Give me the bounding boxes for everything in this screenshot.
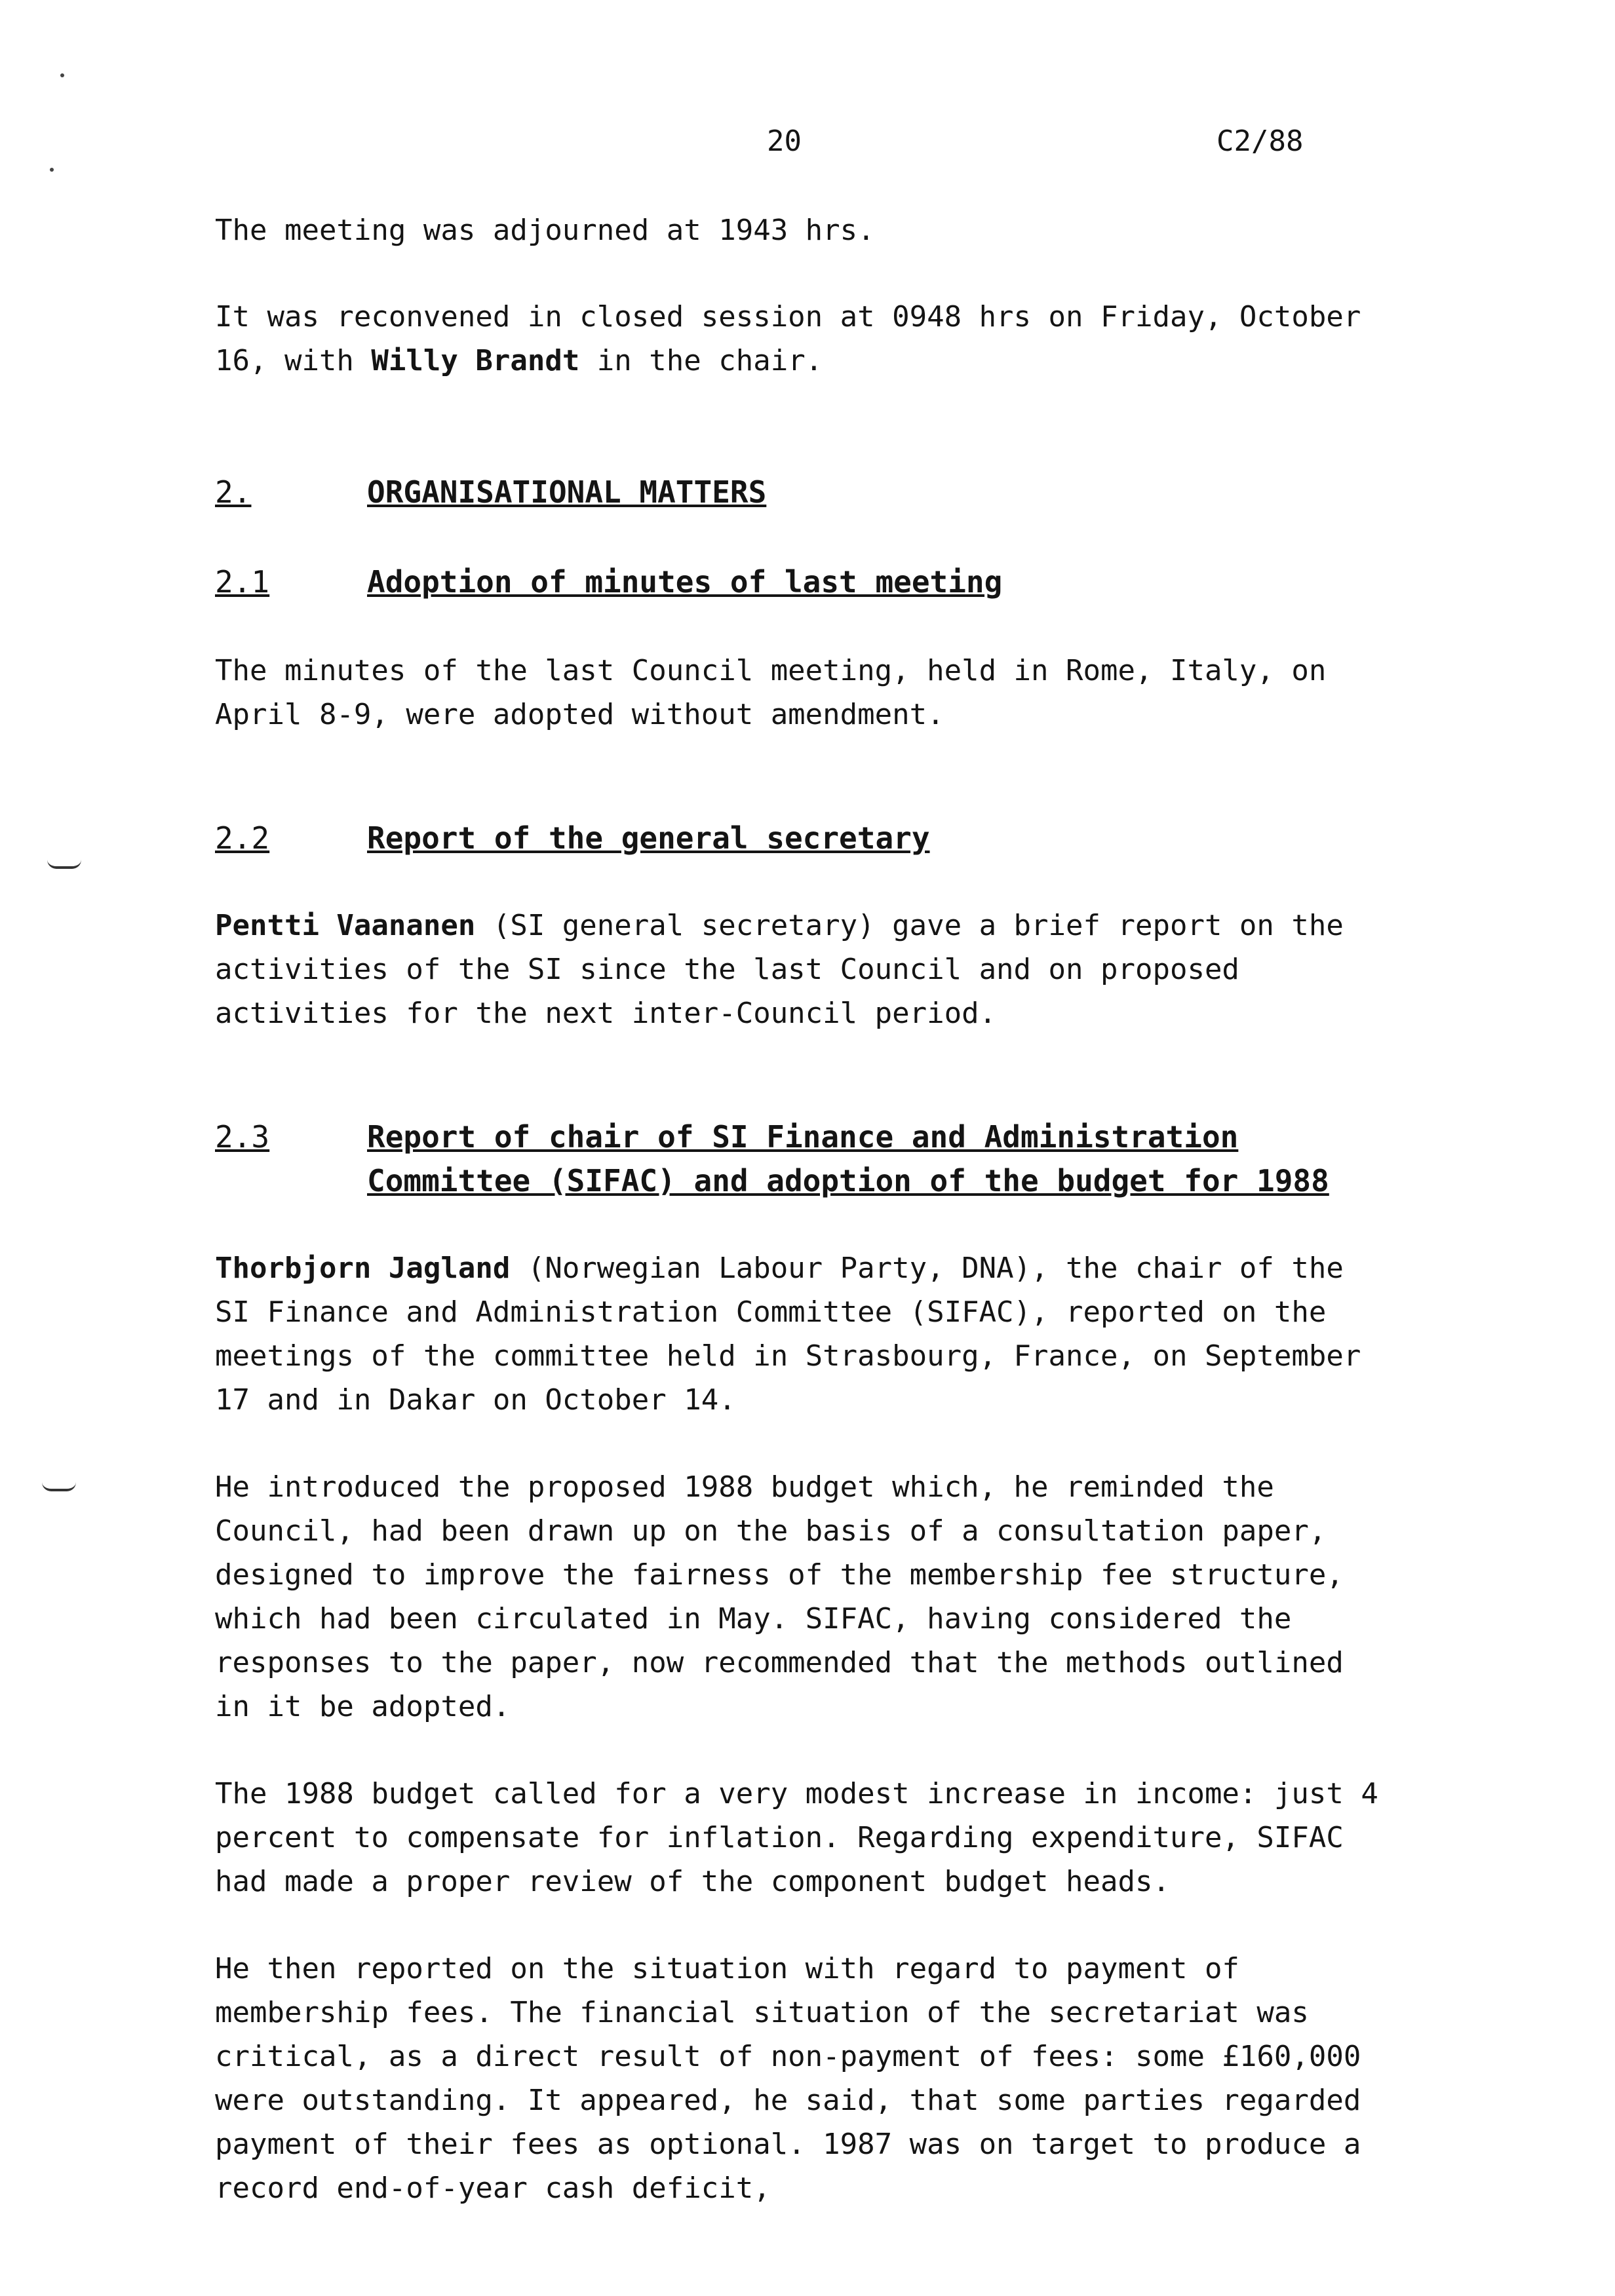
chair-name: Willy Brandt	[371, 344, 580, 377]
section-heading-2-1	[215, 560, 1395, 604]
section-title: Report of chair of SI Finance and Administration Committee (SIFAC) and adoption of the budget for 1988	[367, 1119, 1329, 1198]
margin-mark	[42, 1482, 76, 1491]
general-secretary-paragraph: Pentti Vaananen (SI general secretary) gave a brief report on the activities of the SI since the last Council and on proposed activities for the next inter-Council period.	[215, 909, 1344, 1030]
section-number: 2.2	[215, 820, 270, 856]
minutes-paragraph: The minutes of the last Council meeting, held in Rome, Italy, on April 8-9, were adopted without amendment.	[215, 654, 1327, 731]
section-number: 2.1	[215, 564, 270, 600]
section-heading-2	[215, 470, 1395, 514]
adjourned-paragraph: The meeting was adjourned at 1943 hrs.	[215, 214, 875, 247]
page-number: 20	[767, 124, 802, 158]
budget-income-paragraph: The 1988 budget called for a very modest increase in income: just 4 percent to compensate for inflation. Regarding expenditure, SIFAC had made a proper review of the component budget heads.	[215, 1777, 1378, 1898]
margin-dot	[50, 168, 54, 172]
speaker-name: Thorbjorn Jagland	[215, 1252, 511, 1285]
membership-fees-paragraph: He then reported on the situation with regard to payment of membership fees. The financial situation of the secretariat was critical, as a direct result of non-payment of fees: some £160,000 were outstanding. It appeared, he said, that some parties regarded payment of their fees as optional. 1987 was on target to produce a record end-of-year cash deficit,	[215, 1952, 1361, 2205]
sifac-report-paragraph: Thorbjorn Jagland (Norwegian Labour Party, DNA), the chair of the SI Finance and Administration Committee (SIFAC), reported on the meetings of the committee held in Strasbourg, France, on September 17 and in Dakar on October 14.	[215, 1252, 1361, 1417]
document-code: C2/88	[1216, 124, 1304, 158]
document-body	[215, 208, 1395, 2210]
page-header	[0, 124, 1615, 164]
margin-mark	[47, 860, 81, 869]
speaker-name: Pentti Vaananen	[215, 909, 476, 942]
margin-dot	[60, 73, 64, 77]
section-number: 2.3	[215, 1119, 270, 1155]
budget-introduction-paragraph: He introduced the proposed 1988 budget which, he reminded the Council, had been drawn up on the basis of a consultation paper, designed to improve the fairness of the membership fee structure, which had been circulated in May. SIFAC, having considered the responses to the paper, now recommended that the methods outlined in it be adopted.	[215, 1470, 1344, 1723]
section-title: ORGANISATIONAL MATTERS	[367, 474, 767, 510]
reconvened-paragraph: It was reconvened in closed session at 0948 hrs on Friday, October 16, with Willy Brandt in the chair.	[215, 300, 1361, 377]
section-heading-2-2	[215, 816, 1395, 860]
section-heading-2-3	[215, 1115, 1395, 1203]
section-title: Adoption of minutes of last meeting	[367, 564, 1003, 600]
section-title: Report of the general secretary	[367, 820, 930, 856]
section-number: 2.	[215, 474, 252, 510]
